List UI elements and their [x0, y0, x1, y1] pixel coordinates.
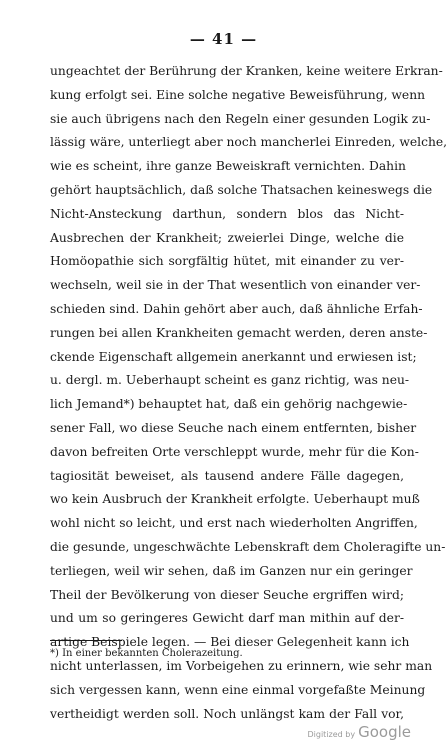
text-line: die gesunde, ungeschwächte Lebenskraft dem Choleragifte un-: [50, 539, 446, 554]
text-line: sich vergessen kann, wenn eine einmal vorgefaßte Meinung: [50, 682, 426, 697]
text-line: davon befreiten Orte verschleppt wurde, mehr für die Kon-: [50, 444, 419, 459]
text-line: lässig wäre, unterliegt aber noch mancherlei Einreden, welche,: [50, 135, 447, 150]
body-text: [50, 60, 447, 726]
text-line: schieden sind. Dahin gehört aber auch, daß ähnliche Erfah-: [50, 301, 423, 316]
text-line: terliegen, weil wir sehen, daß im Ganzen nur ein geringer: [50, 563, 413, 578]
digitization-watermark: [307, 722, 411, 741]
text-line: wohl nicht so leicht, und erst nach wiederholten Angriffen,: [50, 516, 418, 531]
text-line: gehört hauptsächlich, daß solche Thatsachen keineswegs die: [50, 182, 433, 197]
watermark-prefix: Digitized by: [307, 730, 356, 739]
text-line: Theil der Bevölkerung von dieser Seuche ergriffen wird;: [50, 587, 404, 602]
text-line: wie es scheint, ihre ganze Beweiskraft vernichten. Dahin: [50, 159, 406, 174]
text-line: ckende Eigenschaft allgemein anerkannt und erwiesen ist;: [50, 349, 417, 364]
text-line: ungeachtet der Berührung der Kranken, keine weitere Erkran-: [50, 64, 443, 78]
page-number: — 41 —: [189, 30, 258, 48]
text-line: Nicht-Ansteckung darthun, sondern blos das Nicht-: [50, 206, 404, 221]
text-line: Homöopathie sich sorgfältig hütet, mit einander zu ver-: [50, 254, 404, 269]
text-line: wechseln, weil sie in der That wesentlich von einander ver-: [50, 278, 421, 293]
text-line: sener Fall, wo diese Seuche nach einem entfernten, bisher: [50, 420, 417, 435]
footnote: *) In einer bekannten Cholerazeitung.: [50, 648, 243, 659]
footnote-divider: [50, 640, 122, 641]
text-line: tagiosität beweiset, als tausend andere Fälle dagegen,: [50, 468, 404, 483]
text-line: vertheidigt werden soll. Noch unlängst kam der Fall vor,: [50, 706, 404, 721]
text-line: sie auch übrigens nach den Regeln einer gesunden Logik zu-: [50, 111, 431, 126]
text-line: lich Jemand*) behauptet hat, daß ein gehörig nachgewie-: [50, 397, 408, 412]
text-line: Ausbrechen der Krankheit; zweierlei Dinge, welche die: [50, 230, 404, 245]
text-line: artige Beispiele legen. — Bei dieser Gelegenheit kann ich: [50, 635, 410, 650]
text-line: nicht unterlassen, im Vorbeigehen zu erinnern, wie sehr man: [50, 658, 433, 673]
text-line: kung erfolgt sei. Eine solche negative Beweisführung, wenn: [50, 87, 426, 102]
google-logo: Google: [358, 723, 411, 741]
text-line: rungen bei allen Krankheiten gemacht werden, deren anste-: [50, 325, 428, 340]
text-line: u. dergl. m. Ueberhaupt scheint es ganz richtig, was neu-: [50, 373, 410, 388]
text-line: und um so geringeres Gewicht darf man mithin auf der-: [50, 611, 404, 626]
text-line: wo kein Ausbruch der Krankheit erfolgte. Ueberhaupt muß: [50, 492, 420, 507]
